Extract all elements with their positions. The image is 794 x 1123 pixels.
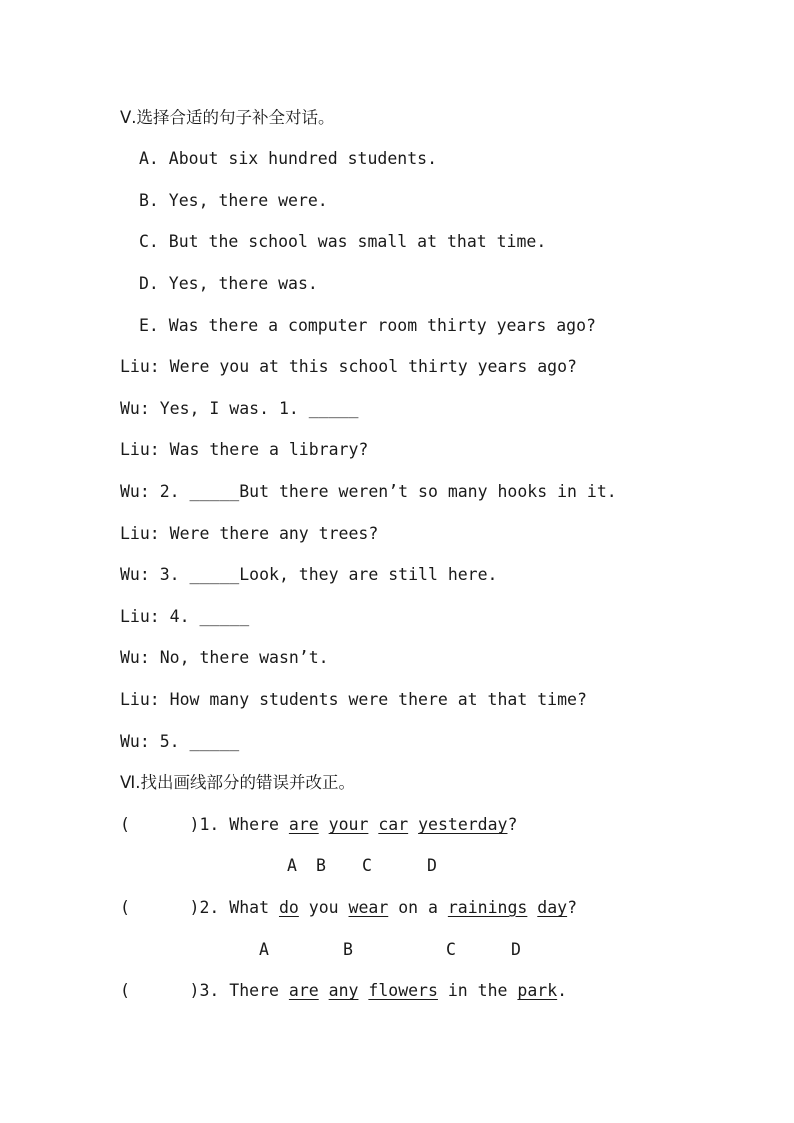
underlined-part-d: park bbox=[517, 981, 558, 1000]
underlined-part-b: your bbox=[328, 815, 369, 834]
error-item-3: ( )3. There are any flowers in the park. bbox=[120, 981, 568, 1000]
answer-blank[interactable]: ( ) bbox=[120, 815, 200, 834]
answer-blank[interactable]: ( ) bbox=[120, 981, 200, 1000]
underlined-part-d: day bbox=[537, 898, 568, 917]
dialogue-line: Wu: Yes, I was. 1. _____ bbox=[120, 399, 359, 418]
dialogue-line: Liu: How many students were there at that time? bbox=[120, 690, 587, 709]
answer-blank[interactable]: ( ) bbox=[120, 898, 200, 917]
dialogue-line: Wu: No, there wasn’t. bbox=[120, 648, 329, 667]
error-item-1: ( )1. Where are your car yesterday? bbox=[120, 815, 518, 834]
option-e: E. Was there a computer room thirty years ago? bbox=[139, 316, 596, 335]
underlined-part-c: rainings bbox=[447, 898, 528, 917]
underlined-part-b: wear bbox=[348, 898, 389, 917]
underlined-part-a: are bbox=[288, 981, 319, 1000]
error-item-2: ( )2. What do you wear on a rainings day? bbox=[120, 898, 578, 917]
underlined-part-b: any bbox=[328, 981, 359, 1000]
dialogue-line: Wu: 2. _____But there weren’t so many hooks in it. bbox=[120, 482, 617, 501]
dialogue-line: Liu: Were there any trees? bbox=[120, 524, 379, 543]
option-b: B. Yes, there were. bbox=[139, 191, 328, 210]
dialogue-line: Liu: 4. _____ bbox=[120, 607, 250, 626]
section-6-heading: Ⅵ.找出画线部分的错误并改正。 bbox=[120, 773, 355, 792]
label-a: A bbox=[287, 856, 297, 875]
underlined-part-a: are bbox=[288, 815, 319, 834]
underlined-part-d: yesterday bbox=[418, 815, 508, 834]
label-d: D bbox=[427, 856, 437, 875]
dialogue-line: Liu: Was there a library? bbox=[120, 440, 369, 459]
dialogue-line: Wu: 3. _____Look, they are still here. bbox=[120, 565, 498, 584]
label-b: B bbox=[316, 856, 326, 875]
underlined-part-c: flowers bbox=[368, 981, 438, 1000]
option-c: C. But the school was small at that time. bbox=[139, 232, 547, 251]
label-d: D bbox=[511, 940, 521, 959]
label-a: A bbox=[259, 940, 269, 959]
label-c: C bbox=[446, 940, 456, 959]
option-a: A. About six hundred students. bbox=[139, 149, 438, 168]
underlined-part-a: do bbox=[278, 898, 299, 917]
underlined-part-c: car bbox=[378, 815, 409, 834]
dialogue-line: Liu: Were you at this school thirty years ago? bbox=[120, 357, 577, 376]
label-c: C bbox=[362, 856, 372, 875]
label-b: B bbox=[343, 940, 353, 959]
section-5-heading: Ⅴ.选择合适的句子补全对话。 bbox=[120, 108, 335, 127]
dialogue-line: Wu: 5. _____ bbox=[120, 732, 240, 751]
option-d: D. Yes, there was. bbox=[139, 274, 318, 293]
